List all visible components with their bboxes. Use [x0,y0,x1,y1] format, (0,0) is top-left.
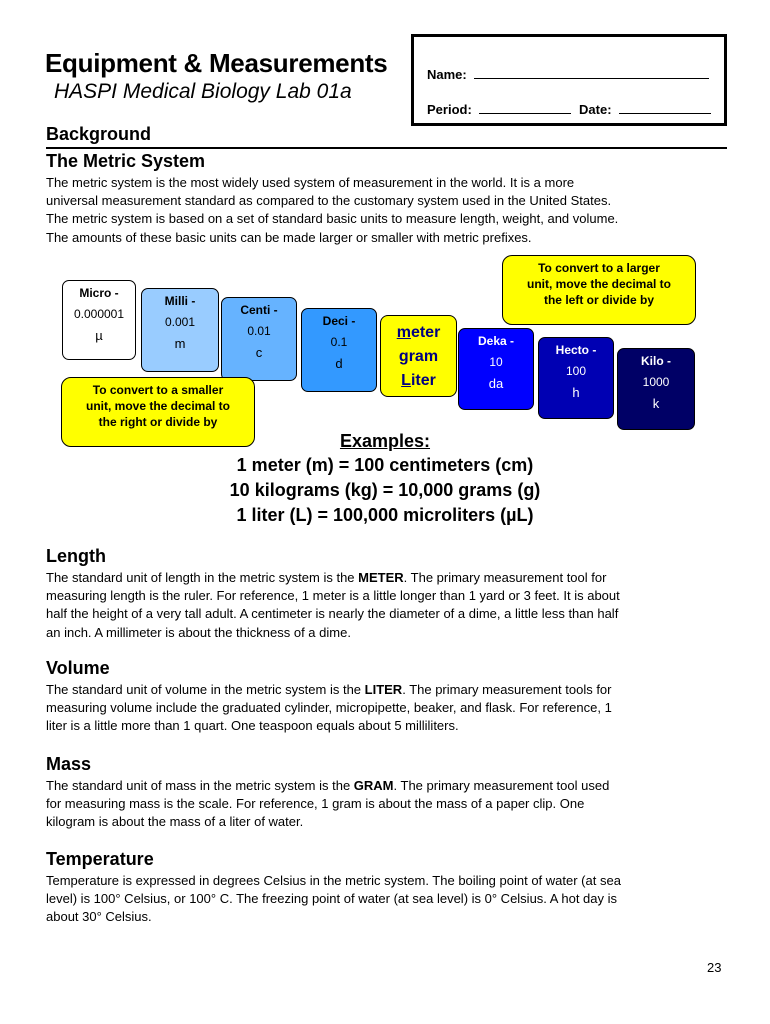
prefix-symbol: h [572,385,580,400]
paragraph-line: The metric system is the most widely used system of measurement in the world. It is a more [46,175,575,190]
key-term: METER [358,570,404,585]
base-unit-gram: gram [398,348,439,365]
metric-system-heading: The Metric System [46,151,206,171]
background-heading: Background [46,124,152,144]
example-line: 10 kilograms (kg) = 10,000 grams (g) [229,480,541,500]
callout-line: the left or divide by [543,293,654,307]
base-unit-meter: meter [396,324,441,341]
length-paragraph [46,569,726,642]
prefix-symbol: m [174,336,186,351]
page-number: 23 [707,960,722,975]
prefix-name: Deci - [322,314,356,328]
prefix-box-milli [141,288,219,372]
key-term: LITER [364,682,403,697]
prefix-name: Milli - [164,294,196,308]
volume-heading: Volume [46,658,110,678]
prefix-symbol: µ [95,328,103,343]
callout-line: To convert to a larger [538,261,660,275]
mass-paragraph [46,777,726,832]
period-field[interactable] [479,100,571,114]
prefix-box-kilo [617,348,695,430]
page-title: Equipment & Measurements [45,48,388,78]
paragraph-line: an inch. A millimeter is about the thickness of a dime. [46,624,351,640]
prefix-value: 0.1 [330,335,348,349]
prefix-value: 10 [489,355,503,369]
date-label: Date: [579,102,612,117]
section-divider [46,147,727,149]
prefix-value: 1000 [642,375,670,389]
period-date-row [427,100,711,117]
prefix-name: Hecto - [555,343,597,357]
paragraph-line: The standard unit of length in the metric system is the METER. The primary measurement tool for [46,570,607,585]
key-term: GRAM [353,778,394,793]
callout-line: To convert to a smaller [92,383,224,397]
paragraph-line: The amounts of these basic units can be made larger or smaller with metric prefixes. [46,229,532,245]
prefix-symbol: d [335,356,343,371]
prefix-box-centi [221,297,297,381]
temperature-heading: Temperature [46,849,154,869]
prefix-value: 0.01 [247,324,271,338]
callout-line: unit, move the decimal to [526,277,672,291]
paragraph-line: measuring volume include the graduated cylinder, micropipette, beaker, and flask. For reference, 1 [46,700,612,716]
example-line: 1 meter (m) = 100 centimeters (cm) [236,455,534,475]
paragraph-line: about 30° Celsius. [46,909,152,925]
prefix-name: Centi - [240,303,278,317]
mass-heading: Mass [46,754,92,774]
paragraph-line: universal measurement standard as compared to the customary system used in the United States. [46,193,612,209]
prefix-value: 0.000001 [73,307,125,321]
period-label: Period: [427,102,472,117]
examples-heading: Examples: [339,431,431,451]
paragraph-line: for measuring mass is the scale. For reference, 1 gram is about the mass of a paper clip. One [46,796,585,812]
paragraph-line: measuring length is the ruler. For reference, 1 meter is a little longer than 1 yard or 3 feet. It is about [46,588,620,604]
prefix-name: Micro - [79,286,119,300]
callout-line: the right or divide by [98,415,218,429]
prefix-name: Deka - [477,334,515,348]
prefix-box-deci [301,308,377,392]
prefix-symbol: da [488,376,504,391]
prefix-name: Kilo - [641,354,671,368]
date-field[interactable] [619,100,711,114]
name-field[interactable] [474,65,709,79]
paragraph-line: kilogram is about the mass of a liter of water. [46,814,304,830]
prefix-symbol: c [255,345,263,360]
base-unit-liter: Liter [401,372,436,389]
prefix-box-micro [62,280,136,360]
prefix-box-deka [458,328,534,410]
paragraph-line: The standard unit of mass in the metric system is the GRAM. The primary measurement tool used [46,778,610,793]
example-line: 1 liter (L) = 100,000 microliters (µL) [236,505,534,525]
paragraph-line: level) is 100° Celsius, or 100° C. The freezing point of water (at sea level) is 0° Celsius. A hot day is [46,891,618,907]
base-units-box [380,315,457,397]
volume-paragraph [46,681,726,736]
metric-system-paragraph [46,174,726,247]
name-row [427,65,709,82]
prefix-symbol: k [652,396,660,411]
paragraph-line: The standard unit of volume in the metric system is the LITER. The primary measurement tools for [46,682,612,697]
paragraph-line: Temperature is expressed in degrees Celsius in the metric system. The boiling point of water (at sea [46,873,621,888]
prefix-value: 0.001 [164,315,196,329]
temperature-paragraph [46,872,726,927]
paragraph-line: liter is a little more than 1 quart. One teaspoon equals about 5 milliliters. [46,718,459,734]
paragraph-line: The metric system is based on a set of standard basic units to measure length, weight, and volume. [46,211,619,227]
larger-unit-callout [502,255,696,325]
student-info-box [411,34,727,126]
prefix-box-hecto [538,337,614,419]
length-heading: Length [46,546,106,566]
page-subtitle: HASPI Medical Biology Lab 01a [54,80,352,103]
name-label: Name: [427,67,467,82]
callout-line: unit, move the decimal to [85,399,231,413]
paragraph-line: half the height of a very tall adult. A centimeter is nearly the diameter of a dime, a little less than half [46,606,619,622]
prefix-value: 100 [565,364,587,378]
